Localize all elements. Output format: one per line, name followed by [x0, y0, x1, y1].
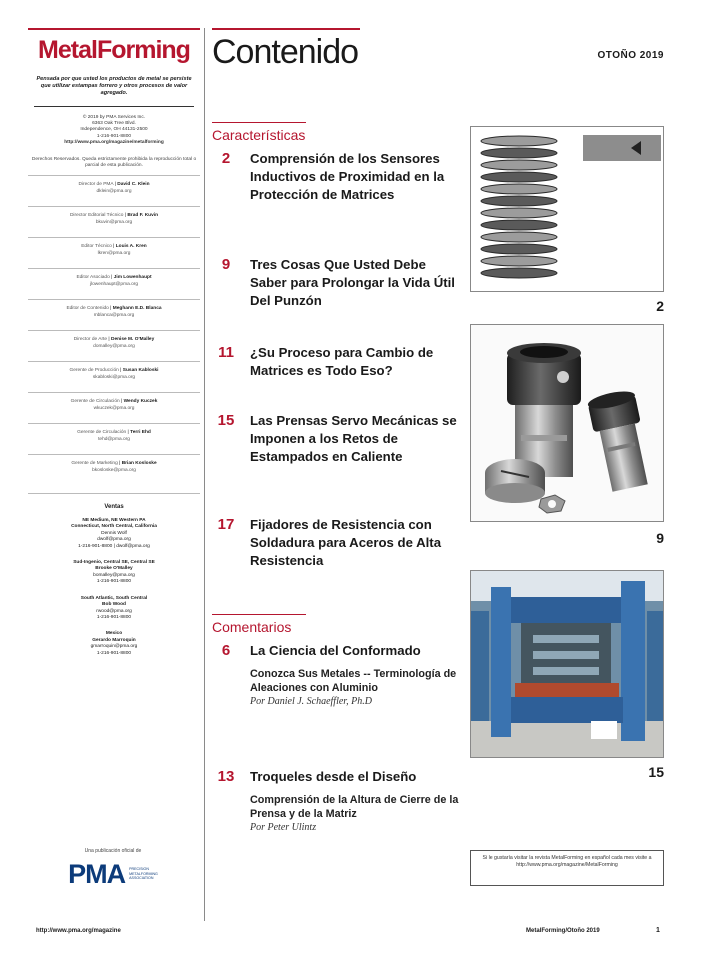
- page-title: Contenido: [212, 33, 359, 71]
- staff-name: Susan Kabloski: [122, 368, 159, 374]
- article-title[interactable]: Las Prensas Servo Mecánicas se Imponen a los Retos de Estampados en Caliente: [250, 413, 457, 464]
- staff-list: [28, 175, 200, 485]
- column-divider: [204, 28, 205, 921]
- pma-logo: [38, 860, 188, 888]
- publisher-line: 1-216-901-8800: [96, 133, 132, 139]
- article-title[interactable]: Tres Cosas Que Usted Debe Saber para Prolongar la Vida Útil Del Punzón: [250, 257, 455, 308]
- masthead-tagline: Pensada por que usted los productos de metal se persiste que utilizar estampas forrero y otros procesos de valor agregado.: [34, 76, 194, 107]
- sensor-thread: [481, 268, 557, 278]
- photo-page-number: 9: [656, 530, 664, 546]
- pma-sub-line: ASSOCIATION: [129, 876, 154, 881]
- commentary-byline: Por Daniel J. Schaeffler, Ph.D: [250, 696, 372, 708]
- staff-entry: Gerente de Circulación | Terri Ehd tehd@pma.org: [28, 423, 200, 454]
- staff-email[interactable]: mblanca@pma.org: [93, 312, 135, 318]
- metalforming-logo: MetalForming: [28, 28, 200, 68]
- sales-rep-phone: 1-216-901-8800: [96, 614, 132, 620]
- staff-email[interactable]: lkren@pma.org: [97, 250, 131, 256]
- commentary-byline: Por Peter Ulintz: [250, 822, 317, 834]
- publisher-info: [28, 115, 200, 147]
- sensor-thread: [481, 232, 557, 242]
- commentary-page-number: 13: [217, 768, 235, 785]
- article-title[interactable]: ¿Su Proceso para Cambio de Matrices es Todo Eso?: [250, 345, 434, 378]
- staff-name: David C. Klein: [117, 182, 150, 188]
- section-title-caracteristicas: Características: [212, 122, 306, 143]
- staff-entry: Gerente de Marketing | Brian Kosloske bkosloske@pma.org: [28, 454, 200, 485]
- staff-name: Denise M. O'Malley: [110, 337, 155, 343]
- sensor-thread: [481, 220, 557, 230]
- staff-role: Editor de Contenido: [66, 306, 109, 312]
- staff-email[interactable]: jlowenhaupt@pma.org: [89, 281, 139, 287]
- commentary-subtitle[interactable]: Comprensión de la Altura de Cierre de la Prensa y de la Matriz: [250, 794, 459, 820]
- sales-region: [28, 518, 200, 550]
- commentary-entry[interactable]: [212, 768, 460, 834]
- staff-email[interactable]: domalley@pma.org: [93, 343, 135, 349]
- sensor-thread: [481, 148, 557, 158]
- issue-date: OTOÑO 2019: [597, 50, 664, 61]
- staff-role: Director de PMA: [78, 182, 114, 188]
- commentary-subtitle[interactable]: Conozca Sus Metales -- Terminología de Aleaciones con Aluminio: [250, 668, 457, 694]
- pma-caption: Una publicación oficial de: [84, 848, 142, 854]
- staff-entry: Editor de Contenido | Meghann E.D. Blanca mblanca@pma.org: [28, 299, 200, 330]
- punch-tooling-illustration: [471, 325, 664, 522]
- sensor-thread: [481, 184, 557, 194]
- footer-url[interactable]: http://www.pma.org/magazine: [36, 928, 121, 934]
- staff-entry: Gerente de Circulación | Wendy Kuczek wkuczek@pma.org: [28, 392, 200, 423]
- footer-issue: MetalForming/Otoño 2019: [526, 928, 600, 934]
- staff-entry: Gerente de Producción | Susan Kabloski skabloski@pma.org: [28, 361, 200, 392]
- sales-rep-email[interactable]: rwood@pma.org: [96, 608, 132, 614]
- sales-title: Ventas: [104, 504, 124, 511]
- staff-entry: Editor Técnico | Louis A. Kren lkren@pma.org: [28, 237, 200, 268]
- pma-block: [38, 848, 188, 888]
- sales-region: [28, 596, 200, 622]
- sales-rep-name: Connecticut, North Central, California: [71, 524, 157, 530]
- staff-role: Editor Asociado: [76, 275, 110, 281]
- staff-role: Gerente de Circulación: [70, 399, 120, 405]
- article-page-number: 15: [217, 412, 235, 429]
- article-page-number: 2: [221, 150, 231, 167]
- sales-section: [28, 493, 200, 657]
- article-entry[interactable]: [212, 412, 460, 466]
- staff-email[interactable]: wkuczek@pma.org: [93, 405, 135, 411]
- sales-rep-name: Brooke O'Malley: [95, 566, 133, 572]
- staff-name: Terri Ehd: [130, 430, 151, 436]
- staff-email[interactable]: bkosloske@pma.org: [92, 467, 136, 473]
- staff-entry: Director de Arte | Denise M. O'Malley domalley@pma.org: [28, 330, 200, 361]
- sales-region-name: Mexico: [105, 631, 123, 637]
- commentary-entry[interactable]: [212, 642, 460, 708]
- staff-email[interactable]: skabloski@pma.org: [92, 374, 136, 380]
- sensor-thread: [481, 136, 557, 146]
- sensor-thread: [481, 196, 557, 206]
- article-title[interactable]: Fijadores de Resistencia con Soldadura para Aceros de Alta Resistencia: [250, 517, 442, 568]
- staff-role: Gerente de Circulación: [77, 430, 127, 436]
- sales-rep-name: Bob Wood: [102, 602, 126, 608]
- sensor-thread: [481, 256, 557, 266]
- publisher-url[interactable]: http://www.pma.org/magazine/metalforming: [64, 140, 164, 146]
- staff-entry: Director de PMA | David C. Klein dklein@pma.org: [28, 175, 200, 206]
- staff-email[interactable]: dklein@pma.org: [96, 188, 132, 194]
- photo-punches[interactable]: [470, 324, 664, 546]
- photo-page-number: 15: [648, 764, 664, 780]
- photo-press[interactable]: [470, 570, 664, 780]
- sales-rep-phone: 1-216-901-8800: [96, 650, 132, 656]
- staff-role: Gerente de Marketing: [71, 461, 118, 467]
- article-entry[interactable]: [212, 344, 460, 380]
- article-page-number: 9: [221, 256, 231, 273]
- photo-sensors[interactable]: [470, 126, 664, 314]
- footer-page-number: 1: [656, 927, 660, 934]
- article-entry[interactable]: [212, 256, 460, 310]
- staff-name: Meghann E.D. Blanca: [112, 306, 162, 312]
- sales-rep-email[interactable]: gmarroquin@pma.org: [90, 644, 138, 650]
- article-page-number: 11: [218, 344, 234, 361]
- sales-region-name: Sud-Ingenio, Central SE, Central SE: [73, 560, 155, 566]
- commentary-page-number: 6: [221, 642, 231, 659]
- masthead-sidebar: [28, 28, 200, 667]
- sensor-thread: [481, 208, 557, 218]
- servo-press-illustration: [471, 571, 664, 758]
- staff-name: Wendy Kuczek: [123, 399, 158, 405]
- spanish-edition-note: Si le gustaría visitar la revista MetalForming en español cada mes visite a http://www.pma.org/magazine/MetalForming: [470, 850, 664, 886]
- sales-rep-phone: 1-216-901-8800 | dwolf@pma.org: [78, 543, 150, 549]
- article-entry[interactable]: [212, 516, 460, 570]
- photo-page-number: 2: [656, 298, 664, 314]
- article-title[interactable]: Comprensión de los Sensores Inductivos de Proximidad en la Protección de Matrices: [250, 151, 445, 202]
- sales-rep-name: Gerardo Marroquin: [92, 637, 136, 643]
- sales-rep-email[interactable]: dwolf@pma.org: [97, 537, 131, 543]
- staff-email[interactable]: bkuvin@pma.org: [95, 219, 133, 225]
- pma-logo-text: PMA: [68, 859, 126, 889]
- sales-region-name: South Atlantic, South Central: [80, 595, 148, 601]
- staff-role: Director de Arte: [73, 337, 108, 343]
- copyright-notice: Derechos Reservados. Queda estrictamente prohibida la reproducción total o parcial de esta publicación.: [31, 156, 197, 168]
- pma-sub-line: PRECISION: [129, 867, 149, 872]
- article-page-number: 17: [217, 516, 235, 533]
- staff-email[interactable]: tehd@pma.org: [98, 436, 130, 442]
- sensor-thread: [481, 172, 557, 182]
- staff-role: Gerente de Producción: [69, 368, 119, 374]
- sales-rep-extra: Dennis Wolf: [101, 530, 127, 536]
- staff-entry: Editor Asociado | Jim Lowenhaupt jlowenhaupt@pma.org: [28, 268, 200, 299]
- sales-list: [28, 518, 200, 657]
- sales-region: [28, 560, 200, 586]
- sensor-thread: [481, 244, 557, 254]
- publisher-line: 6363 Oak Tree Blvd.: [92, 121, 136, 127]
- publisher-line: © 2019 by PMA Services Inc.: [82, 114, 146, 120]
- pma-sub-line: METALFORMING: [129, 871, 158, 876]
- press-photo-frame: [470, 570, 664, 758]
- staff-role: Director Editorial Técnico: [69, 213, 124, 219]
- staff-entry: Director Editorial Técnico | Brad F. Kuvin bkuvin@pma.org: [28, 206, 200, 237]
- commentary-title[interactable]: La Ciencia del Conformado: [250, 643, 421, 658]
- sensor-photo-frame: [470, 126, 664, 292]
- staff-role: Editor Técnico: [81, 244, 112, 250]
- sales-rep-email[interactable]: bomalley@pma.org: [93, 572, 135, 578]
- staff-name: Brian Kosloske: [121, 461, 157, 467]
- publisher-line: Independence, OH 44131-2500: [80, 127, 148, 133]
- punch-photo-frame: [470, 324, 664, 522]
- staff-name: Jim Lowenhaupt: [113, 275, 152, 281]
- sensor-thread: [481, 160, 557, 170]
- commentary-title[interactable]: Troqueles desde el Diseño: [250, 769, 417, 784]
- section-title-comentarios: Comentarios: [212, 614, 306, 635]
- sales-region-name: NE Medium, NE Western PA: [82, 518, 146, 524]
- staff-name: Brad F. Kuvin: [127, 213, 159, 219]
- inductive-sensors-illustration: [471, 127, 664, 292]
- sales-region: [28, 631, 200, 657]
- staff-name: Louis A. Kren: [115, 244, 147, 250]
- pma-logo-subtitle: [129, 867, 158, 881]
- sales-rep-phone: 1-216-901-8800: [96, 579, 132, 585]
- article-entry[interactable]: [212, 150, 460, 204]
